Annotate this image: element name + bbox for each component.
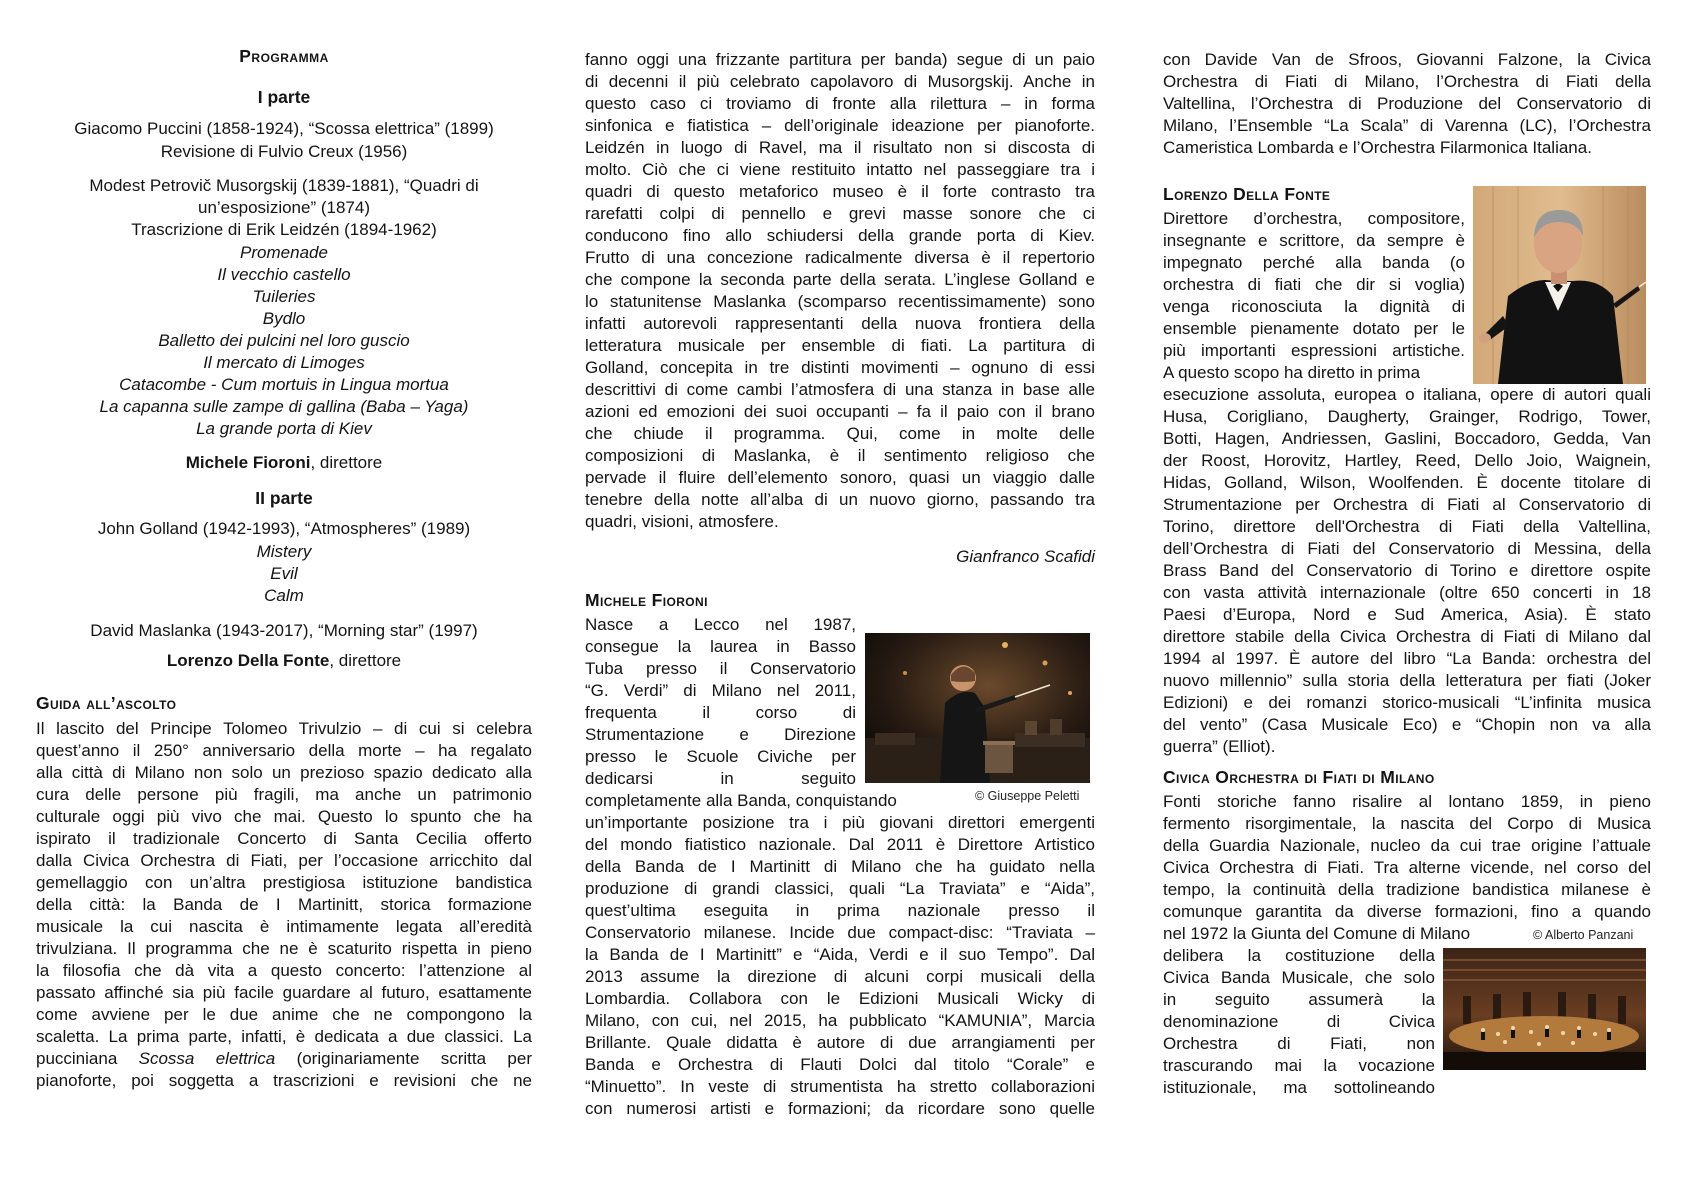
guida-text-line: lo statunitense Maslanka (scomparso recentissimamente) sono xyxy=(585,292,1095,311)
bio-text-line: guerra” (Elliot). xyxy=(1163,737,1276,756)
movement-title: Mistery xyxy=(256,542,312,561)
bio-text-line: Torino, direttore dell'Orchestra di Fiati della Valtellina, xyxy=(1163,517,1651,536)
musorgskij-transcription: Trascrizione di Erik Leidzén (1894-1962) xyxy=(131,220,437,239)
bio-text-line: Strumentazione e Direzione xyxy=(585,725,856,744)
guida-text-line: Il lascito del Principe Tolomeo Trivulzio – di cui si celebra xyxy=(36,719,532,738)
movement-title: Il mercato di Limoges xyxy=(203,353,365,372)
bio-text-line: dell’Orchestra di Fiati del Conservatorio di Messina, della xyxy=(1163,539,1651,558)
bio-text-line: della Guardia Nazionale, nucleo da cui trae origine l’attuale xyxy=(1163,836,1651,855)
musorgskij-line: un’esposizione” (1874) xyxy=(198,198,370,217)
guida-text-line: composizioni di Maslanka, è il sentimento religioso che xyxy=(585,446,1095,465)
movement-title: La grande porta di Kiev xyxy=(196,419,372,438)
bio-text-line: Civica Orchestra di Fiati. Tra alterne vicende, nel corso del xyxy=(1163,858,1651,877)
guida-text-line: pianoforte, poi soggetta a trascrizioni e revisioni che ne xyxy=(36,1071,532,1090)
guida-text-line: cura delle persone più fragili, ma anche un patrimonio xyxy=(36,785,532,804)
guida-text-line: gemellaggio con un’altra prestigiosa istituzione bandistica xyxy=(36,873,532,892)
bio-text-line: Botti, Hagen, Andriessen, Gaslini, Boccadoro, Gedda, Van xyxy=(1163,429,1651,448)
movement-title: Balletto dei pulcini nel loro guscio xyxy=(158,331,410,350)
bio-text-line: nel 1972 la Giunta del Comune di Milano xyxy=(1163,924,1471,943)
guida-text-line: azioni ed emozioni dei suoi occupanti – fa il paio con il brano xyxy=(585,402,1095,421)
bio-text-line: dedicarsi in seguito xyxy=(585,769,856,788)
text-run: pucciniana xyxy=(36,1049,139,1068)
bio-text-line: Strumentazione per Orchestra di Fiati al Conservatorio di xyxy=(1163,495,1651,514)
guida-text-line: letteratura musicale per ensemble di fiati. La partitura di xyxy=(585,336,1095,355)
guida-text-line: culturale oggi più vivo che mai. Questo lo spunto che ha xyxy=(36,807,532,826)
bio-text-line: “G. Verdi” di Milano nel 2011, xyxy=(585,681,856,700)
bio-text-line: 1994 al 1997. È autore del libro “La Banda: orchestra del xyxy=(1163,649,1651,668)
conductor-2 xyxy=(36,649,532,672)
bio-text-line: consegue la laurea in Basso xyxy=(585,637,856,656)
guida-text-line: molto. Ciò che ci viene restituito intatto nel passeggiare tra i xyxy=(585,160,1095,179)
puccini-revision: Revisione di Fulvio Creux (1956) xyxy=(160,142,408,161)
bio-text-line: insegnante e scrittore, da sempre è xyxy=(1163,231,1465,250)
bio-text-line: fermento risorgimentale, la nascita del Corpo di Musica xyxy=(1163,814,1651,833)
bio-text-line: in seguito assumerà la xyxy=(1163,990,1435,1009)
guida-text-line: che chiude il programma. Qui, come in molte delle xyxy=(585,424,1095,443)
work-title: Scossa elettrica xyxy=(138,1049,276,1068)
della-fonte-photo xyxy=(1473,186,1646,384)
conductor-1 xyxy=(36,451,532,474)
bio-text-line: Cameristica Lombarda e l’Orchestra Filarmonica Italiana. xyxy=(1163,138,1592,157)
bio-text-line: nuovo millennio” sulla storia della letteratura per fiati (Joker xyxy=(1163,671,1651,690)
guida-text-line: quadri, visioni, atmosfere. xyxy=(585,512,779,531)
fioroni-heading: Michele Fioroni xyxy=(585,590,708,610)
bio-text-line: presso le Scuole Civiche per xyxy=(585,747,856,766)
bio-text-line: del mondo fiatistico nazionale. Dal 2011 è Direttore Artistico xyxy=(585,835,1095,854)
portrait-image xyxy=(1473,186,1646,384)
conductor-1-role: , direttore xyxy=(310,453,383,472)
conductor-1-name: Michele Fioroni xyxy=(185,453,311,472)
bio-text-line: Direttore d’orchestra, compositore, xyxy=(1163,209,1465,228)
guida-text-line: che compone la seconda parte della serata. L’inglese Golland e xyxy=(585,270,1095,289)
guida-text-line: Frutto di una concezione radicalmente diversa è il repertorio xyxy=(585,248,1095,267)
guida-text-line: rarefatti colpi di pennello e grevi masse sonore che ci xyxy=(585,204,1095,223)
guida-text-line: musicale la cui nascita è intimamente legata all’eredità xyxy=(36,917,532,936)
guida-text-line: come avviene per le due anime che ne compongono la xyxy=(36,1005,532,1024)
guida-text-line: sinfonica e fiatistica – dell’originale ideazione per pianoforte. xyxy=(585,116,1095,135)
guida-text-line: tenebre della notte all’alba di un nuovo giorno, passando tra xyxy=(585,490,1095,509)
bio-text-line: Conservatorio milanese. Incide due compact-disc: “Traviata – xyxy=(585,923,1095,942)
bio-text-line: venga riconosciuta la dignità di xyxy=(1163,297,1465,316)
bio-text-line: tempo, la continuità della tradizione bandistica milanese è xyxy=(1163,880,1651,899)
guida-text-line: passato affinché sia più facile guardare al futuro, esattamente xyxy=(36,983,532,1002)
movement-title: Calm xyxy=(264,586,304,605)
movement-title: Bydlo xyxy=(262,309,306,328)
bio-text-line: denominazione di Civica xyxy=(1163,1012,1435,1031)
guida-text-line: di decenni il più celebrato capolavoro di Musorgskij. Anche in xyxy=(585,72,1095,91)
bio-text-line: Orchestra di Fiati di Milano, l’Orchestra di Fiati della xyxy=(1163,72,1651,91)
guida-text-line: descrittivi di come cambi l’atmosfera di una stanza in base alle xyxy=(585,380,1095,399)
bio-text-line: delibera la costituzione della xyxy=(1163,946,1435,965)
photo-credit: © Giuseppe Peletti xyxy=(975,789,1080,803)
orchestra-photo xyxy=(1443,948,1646,1070)
bio-text-line: con vasta attività internazionale (oltre 650 concerti in 18 xyxy=(1163,583,1651,602)
guida-text-line: la filosofia che dà vita a questo concerto: l’attenzione al xyxy=(36,961,532,980)
conductor-2-name: Lorenzo Della Fonte xyxy=(166,651,330,670)
photo-credit: © Alberto Panzani xyxy=(1533,928,1634,942)
guida-text-line: questo caso ci troviamo di fronte alla rilettura – in forma xyxy=(585,94,1095,113)
guida-text-line: pervade il fluire dell’elemento sonoro, quasi un viaggio dalle xyxy=(585,468,1095,487)
bio-text-line: Husa, Corigliano, Daugherty, Grainger, Rodrigo, Tower, xyxy=(1163,407,1651,426)
guida-text-line: Golland, concepita in tre distinti movimenti – ognuno di essi xyxy=(585,358,1095,377)
fioroni-photo xyxy=(865,633,1090,783)
guida-text-line: quadri di questo metaforico museo è il forte contrasto tra xyxy=(585,182,1095,201)
bio-text-line: comunque garantita da diverse formazioni, fino a quando xyxy=(1163,902,1651,921)
bio-text-line: un’importante posizione tra i più giovani direttori emergenti xyxy=(585,813,1095,832)
guida-text-line: Leidzén in luogo di Ravel, ma il risultato non si discosta di xyxy=(585,138,1095,157)
orchestra-hall-image xyxy=(1443,948,1646,1070)
bio-text-line: quest’ultima eseguita in prima nazionale presso il xyxy=(585,901,1095,920)
bio-text-line: Hidas, Golland, Wilson, Woolfenden. È docente titolare di xyxy=(1163,473,1651,492)
guida-heading: Guida all’ascolto xyxy=(36,693,177,713)
musorgskij-line: Modest Petrovič Musorgskij (1839-1881), “Quadri di xyxy=(89,176,479,195)
movement-title: Promenade xyxy=(240,243,328,262)
bio-text-line: trascurando mai la vocazione xyxy=(1163,1056,1435,1075)
bio-text-line: impegnato perché alla banda (o xyxy=(1163,253,1465,272)
bio-text-line: completamente alla Banda, conquistando xyxy=(585,791,897,810)
bio-text-line: Valtellina, l’Orchestra di Produzione del Conservatorio di xyxy=(1163,94,1651,113)
golland-line: John Golland (1942-1993), “Atmospheres” (1989) xyxy=(97,519,471,538)
program-heading: Programma xyxy=(239,46,329,66)
bio-text-line: più importanti espressioni artistiche. xyxy=(1163,341,1465,360)
bio-text-line: del vento” (Casa Musicale Eco) e “Chopin non va alla xyxy=(1163,715,1651,734)
bio-text-line: Milano, con cui, nel 2015, ha pubblicato “KAMUNIA”, Marcia xyxy=(585,1011,1095,1030)
text-run: (originariamente scritta per xyxy=(275,1049,532,1068)
bio-text-line: con numerosi artisti e formazioni; da ricordare sono quelle xyxy=(585,1099,1095,1118)
guida-text-line: della città: la Banda de I Martinitt, storica formazione xyxy=(36,895,532,914)
bio-text-line: la Banda de I Martinitt” e “Aida, Verdi e il suo Tempo”. Dal xyxy=(585,945,1095,964)
maslanka-line: David Maslanka (1943-2017), “Morning star” (1997) xyxy=(90,621,478,640)
bio-text-line: Brass Band del Conservatorio di Torino e direttore ospite xyxy=(1163,561,1651,580)
bio-text-line: “Minuetto”. In veste di strumentista ha stretto collaborazioni xyxy=(585,1077,1095,1096)
movement-title: Catacombe - Cum mortuis in Lingua mortua xyxy=(119,375,449,394)
guida-text-line xyxy=(36,1047,532,1070)
author-signature: Gianfranco Scafidi xyxy=(956,547,1095,566)
movement-title: Il vecchio castello xyxy=(217,265,351,284)
bio-text-line: Brillante. Quale didatta è autore di due arrangiamenti per xyxy=(585,1033,1095,1052)
guida-text-line: fanno oggi una frizzante partitura per banda) segue di un paio xyxy=(585,50,1095,69)
part2-heading: II parte xyxy=(255,488,313,508)
bio-text-line: istituzionale, ma sottolineando xyxy=(1163,1078,1435,1097)
part1-heading: I parte xyxy=(257,87,311,107)
bio-text-line: 2013 assume la direzione di alcuni corpi musicali della xyxy=(585,967,1095,986)
bio-text-line: Lombardia. Collabora con le Edizioni Musicali Wicky di xyxy=(585,989,1095,1008)
guida-text-line: quest’anno il 250° anniversario della morte – ha regalato xyxy=(36,741,532,760)
bio-text-line: della Banda de I Martinitt di Milano che ha guidato nella xyxy=(585,857,1095,876)
movement-title: Evil xyxy=(270,564,298,583)
guida-text-line: conducono fino allo schiudersi della grande porta di Kiev. xyxy=(585,226,1095,245)
bio-text-line: A questo scopo ha diretto in prima xyxy=(1163,363,1421,382)
bio-text-line: orchestra di fiati che dir si voglia) xyxy=(1163,275,1465,294)
bio-text-line: produzione di grandi classici, quali “La Traviata” e “Aida”, xyxy=(585,879,1095,898)
guida-text-line: scaletta. La prima parte, infatti, è dedicata a due classici. La xyxy=(36,1027,532,1046)
guida-text-line: alla città di Milano non solo un prezioso spazio dedicato alla xyxy=(36,763,532,782)
movement-title: Tuileries xyxy=(252,287,316,306)
bio-text-line: esecuzione assoluta, europea o italiana, opere di autori quali xyxy=(1163,385,1651,404)
bio-text-line: Edizioni) e dei romanzi storico-musicali “L’infinita musica xyxy=(1163,693,1651,712)
bio-text-line: Fonti storiche fanno risalire al lontano 1859, in pieno xyxy=(1163,792,1651,811)
guida-text-line: infatti autorevoli rappresentanti della nuova frontiera della xyxy=(585,314,1095,333)
bio-text-line: con Davide Van de Sfroos, Giovanni Falzone, la Civica xyxy=(1163,50,1651,69)
guida-text-line: dalla Civica Orchestra di Fiati, per l’occasione arricchito dal xyxy=(36,851,532,870)
bio-text-line: Orchestra di Fiati, non xyxy=(1163,1034,1435,1053)
bio-text-line: der Roost, Horovitz, Hartley, Reed, Dello Joio, Waignein, xyxy=(1163,451,1651,470)
bio-text-line: Paesi d’Europa, Nord e Sud America, Asia). È stato xyxy=(1163,605,1651,624)
bio-text-line: Banda e Orchestra di Flauti Dolci dal titolo “Corale” e xyxy=(585,1055,1095,1074)
bio-text-line: frequenta il corso di xyxy=(585,703,856,722)
della-fonte-heading: Lorenzo Della Fonte xyxy=(1163,184,1331,204)
conductor-2-role: , direttore xyxy=(329,651,402,670)
conductor-photo-image xyxy=(865,633,1090,783)
guida-text-line: ispirato il tradizionale Concerto di Santa Cecilia offerto xyxy=(36,829,532,848)
bio-text-line: Nasce a Lecco nel 1987, xyxy=(585,615,856,634)
bio-text-line: Civica Banda Musicale, che solo xyxy=(1163,968,1435,987)
civica-heading: Civica Orchestra di Fiati di Milano xyxy=(1163,767,1435,787)
movement-title: La capanna sulle zampe di gallina (Baba – Yaga) xyxy=(99,397,469,416)
bio-text-line: Tuba presso il Conservatorio xyxy=(585,659,856,678)
guida-text-line: trivulziana. Il programma che ne è scaturito rispetta in pieno xyxy=(36,939,532,958)
bio-text-line: direttore stabile della Civica Orchestra di Fiati di Milano dal xyxy=(1163,627,1651,646)
bio-text-line: Milano, l’Ensemble “La Scala” di Varenna (LC), l’Orchestra xyxy=(1163,116,1651,135)
bio-text-line: ensemble pienamente dotato per le xyxy=(1163,319,1465,338)
puccini-line: Giacomo Puccini (1858-1924), “Scossa elettrica” (1899) xyxy=(74,119,494,138)
